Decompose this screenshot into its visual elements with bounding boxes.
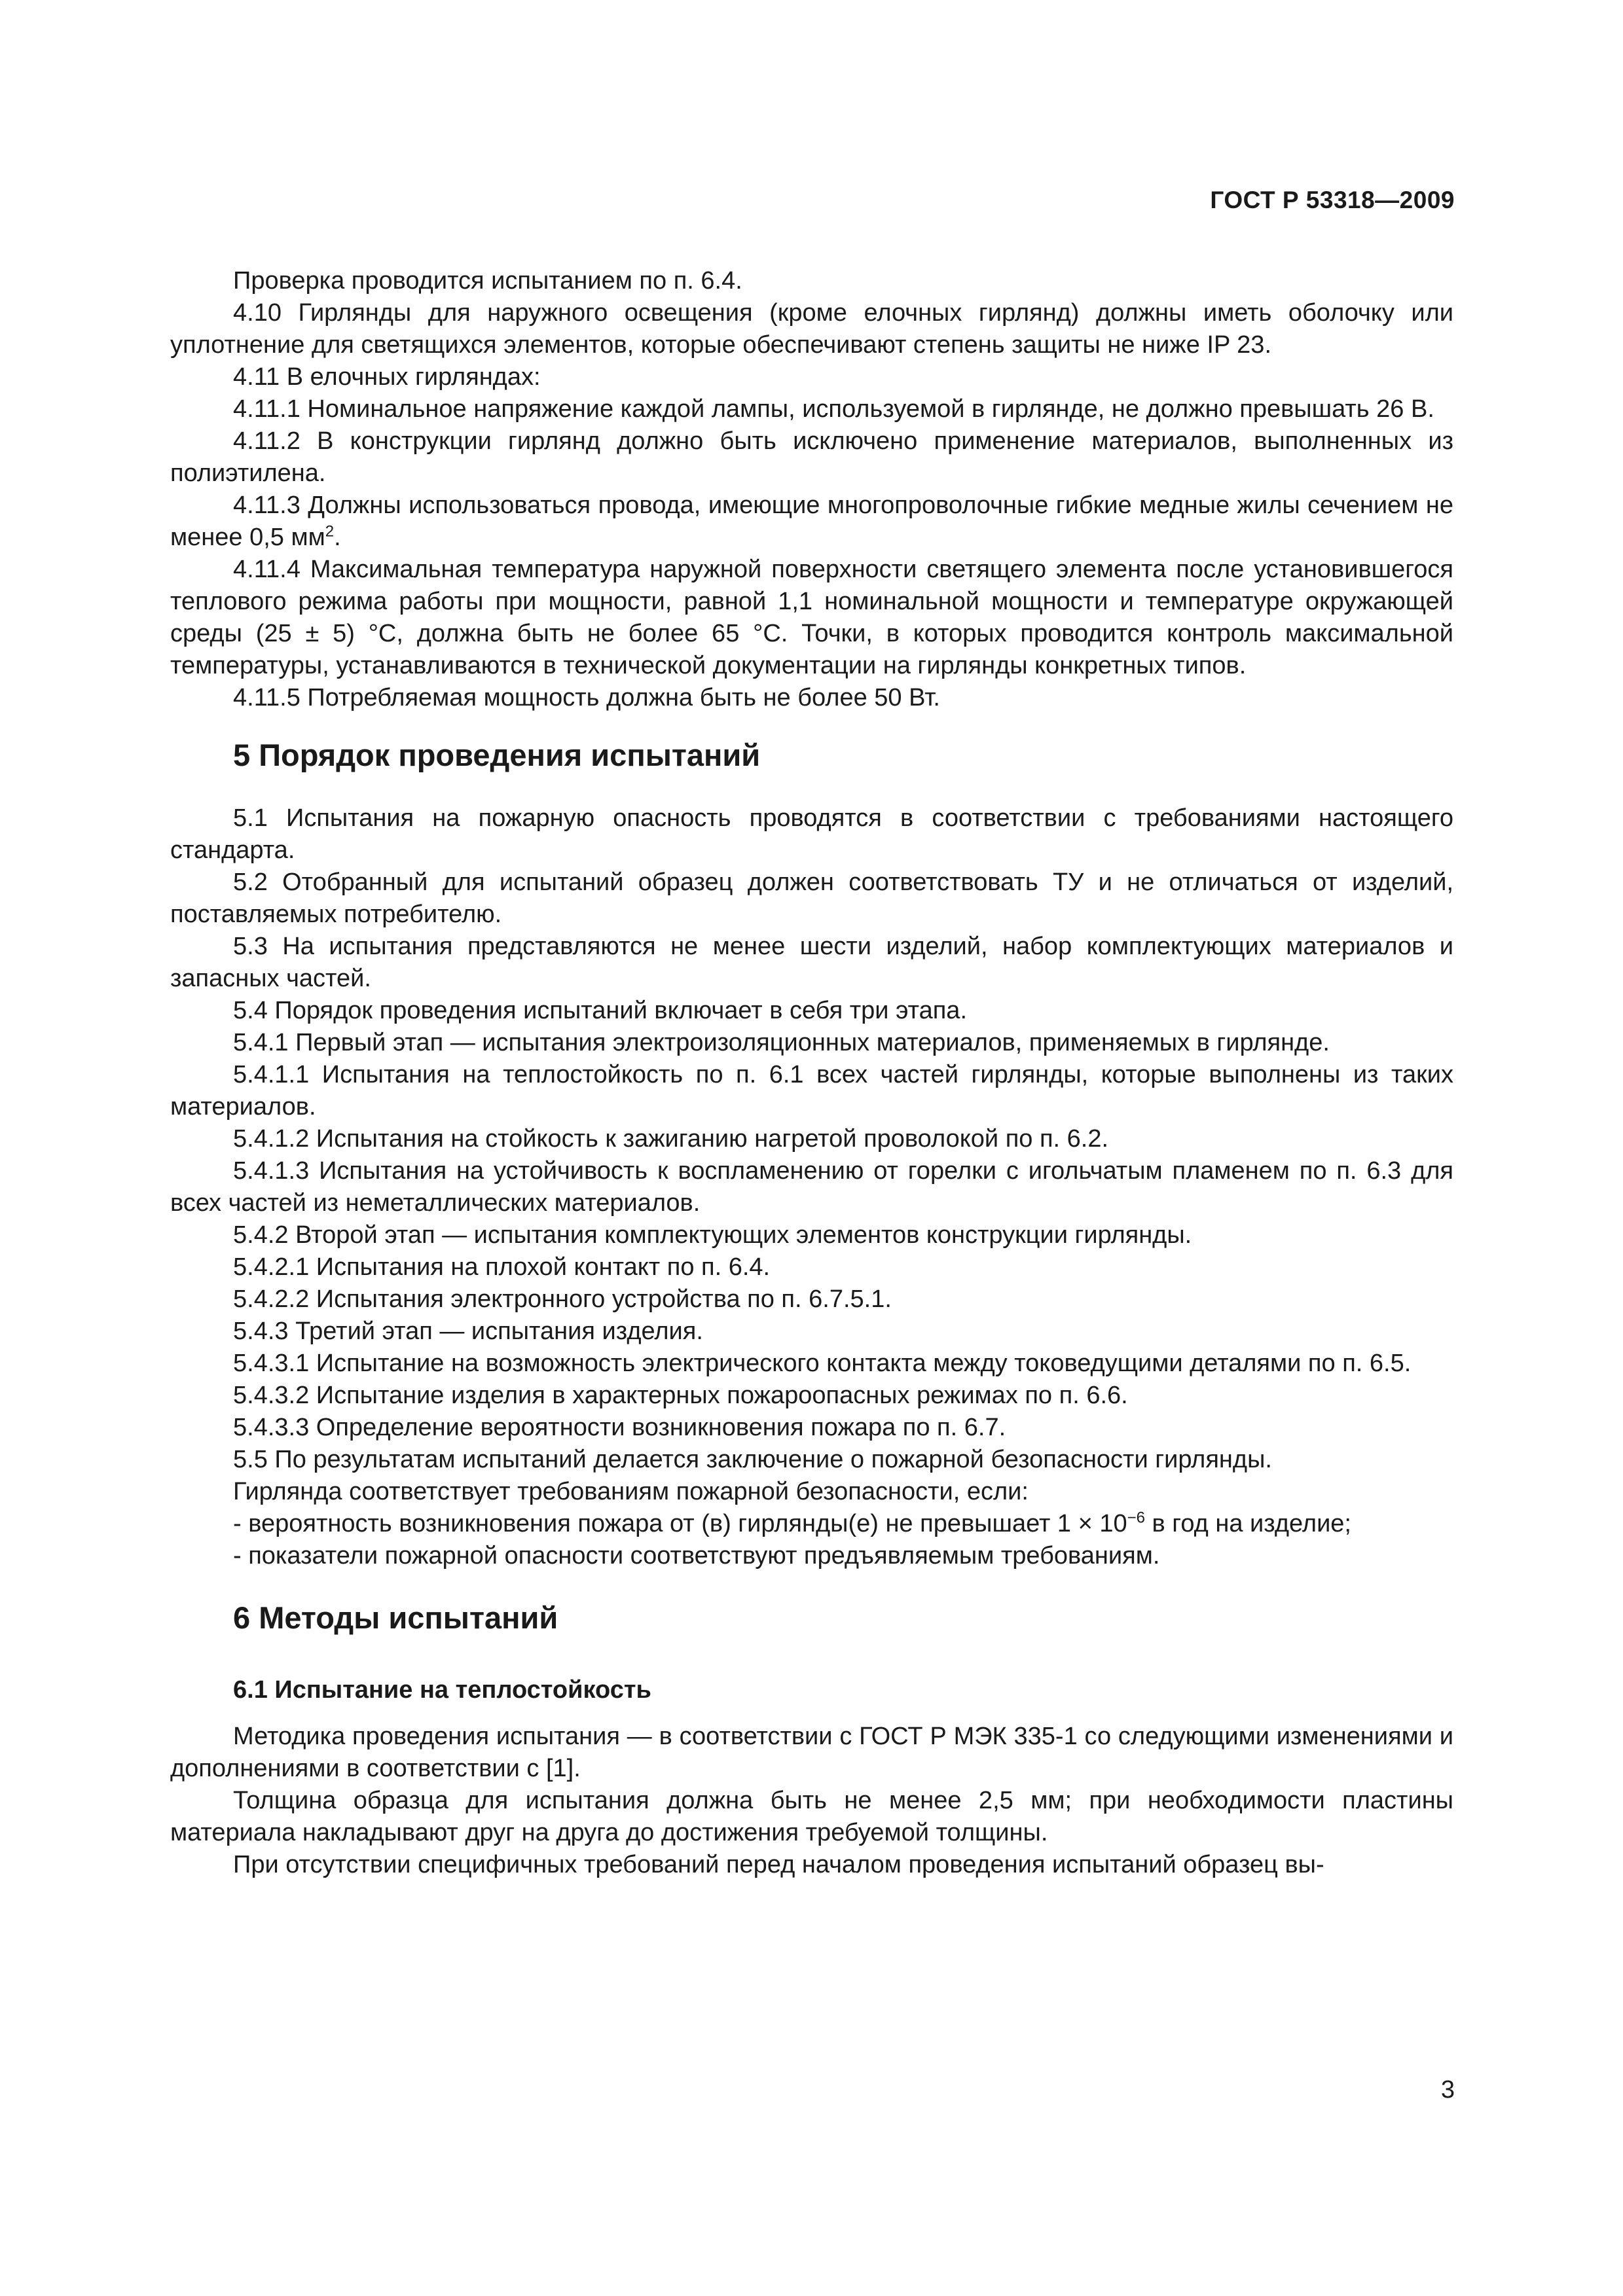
paragraph: 4.11.2 В конструкции гирлянд должно быть исключено применение материалов, выполненных из полиэтилена. xyxy=(170,427,1453,487)
paragraph-text: 4.11.3 Должны использоваться провода, имеющие многопроволочные гибкие медные жилы сечением не менее 0,5 мм xyxy=(170,492,1453,551)
paragraph: 4.11.5 Потребляемая мощность должна быть не более 50 Вт. xyxy=(233,684,940,711)
paragraph: 4.11.4 Максимальная температура наружной поверхности светящего элемента после установившегося теплового режима работы при мощности, равной 1,1 номинальной мощности и температуре окружающей среды (25 ± 5) °С, должна быть не более 65 °С. Точки, в которых проводится контроль максимальной температуры, устанавливаются в технической документации на гирлянды конкретных типов. xyxy=(170,556,1453,679)
page-number: 3 xyxy=(1440,2076,1455,2104)
paragraph: 5.4.1 Первый этап — испытания электроизоляционных материалов, применяемых в гирлянде. xyxy=(233,1029,1330,1056)
superscript: 2 xyxy=(325,522,335,541)
paragraph: 5.4 Порядок проведения испытаний включает в себя три этапа. xyxy=(233,997,967,1024)
paragraph: 4.11.1 Номинальное напряжение каждой лампы, используемой в гирлянде, не должно превышать 26 В. xyxy=(233,395,1434,423)
paragraph: 5.4.3.3 Определение вероятности возникновения пожара по п. 6.7. xyxy=(233,1414,1006,1441)
paragraph: 5.1 Испытания на пожарную опасность проводятся в соответствии с требованиями настоящего стандарта. xyxy=(170,804,1453,864)
bullet-item xyxy=(170,1508,1453,1540)
paragraph: 5.4.1.1 Испытания на теплостойкость по п. 6.1 всех частей гирлянды, которые выполнены из таких материалов. xyxy=(170,1061,1453,1121)
paragraph: Методика проведения испытания — в соответствии с ГОСТ Р МЭК 335-1 со следующими изменениями и дополнениями в соответствии с [1]. xyxy=(170,1723,1453,1782)
section-6-heading: 6 Методы испытаний xyxy=(233,1600,558,1635)
subsection-6-1-heading: 6.1 Испытание на теплостойкость xyxy=(233,1676,651,1704)
page-content xyxy=(170,265,1453,1881)
paragraph: 5.5 По результатам испытаний делается заключение о пожарной безопасности гирлянды. xyxy=(233,1446,1272,1473)
document-id-header: ГОСТ Р 53318—2009 xyxy=(1210,187,1455,213)
paragraph: 5.2 Отобранный для испытаний образец должен соответствовать ТУ и не отличаться от изделий, поставляемых потребителю. xyxy=(170,869,1453,928)
superscript: −6 xyxy=(1127,1509,1145,1527)
paragraph: 5.4.3 Третий этап — испытания изделия. xyxy=(233,1318,703,1345)
paragraph: 5.4.3.2 Испытание изделия в характерных пожароопасных режимах по п. 6.6. xyxy=(233,1382,1128,1409)
section-5-heading: 5 Порядок проведения испытаний xyxy=(233,738,761,772)
paragraph-4-11-3 xyxy=(170,490,1453,554)
paragraph: 5.4.2 Второй этап — испытания комплектующих элементов конструкции гирлянды. xyxy=(233,1221,1192,1249)
paragraph: 5.4.2.2 Испытания электронного устройства по п. 6.7.5.1. xyxy=(233,1285,892,1313)
paragraph-end: . xyxy=(334,524,341,551)
paragraph: 5.4.3.1 Испытание на возможность электрического контакта между токоведущими деталями по п. 6.5. xyxy=(233,1350,1412,1377)
paragraph: Гирлянда соответствует требованиям пожарной безопасности, если: xyxy=(233,1478,1029,1505)
paragraph: 4.11 В елочных гирляндах: xyxy=(233,363,541,391)
bullet-text: - вероятность возникновения пожара от (в) гирлянды(е) не превышает 1 × 10 xyxy=(233,1510,1127,1537)
paragraph: 5.4.1.3 Испытания на устойчивость к воспламенению от горелки с игольчатым пламенем по п. 6.3 для всех частей из неметаллических материалов. xyxy=(170,1157,1453,1217)
bullet-end: в год на изделие; xyxy=(1145,1510,1351,1537)
bullet-item: - показатели пожарной опасности соответствуют предъявляемым требованиям. xyxy=(233,1542,1160,1570)
paragraph: При отсутствии специфичных требований перед началом проведения испытаний образец вы- xyxy=(233,1851,1324,1878)
paragraph: 4.10 Гирлянды для наружного освещения (кроме елочных гирлянд) должны иметь оболочку или уплотнение для светящихся элементов, которые обеспечивают степень защиты не ниже IP 23. xyxy=(170,299,1453,359)
paragraph: 5.3 На испытания представляются не менее шести изделий, набор комплектующих материалов и запасных частей. xyxy=(170,933,1453,992)
paragraph: 5.4.2.1 Испытания на плохой контакт по п. 6.4. xyxy=(233,1253,771,1281)
paragraph: 5.4.1.2 Испытания на стойкость к зажиганию нагретой проволокой по п. 6.2. xyxy=(233,1125,1109,1153)
paragraph: Толщина образца для испытания должна быть не менее 2,5 мм; при необходимости пластины материала накладывают друг на друга до достижения требуемой толщины. xyxy=(170,1787,1453,1846)
paragraph: Проверка проводится испытанием по п. 6.4. xyxy=(233,267,742,295)
